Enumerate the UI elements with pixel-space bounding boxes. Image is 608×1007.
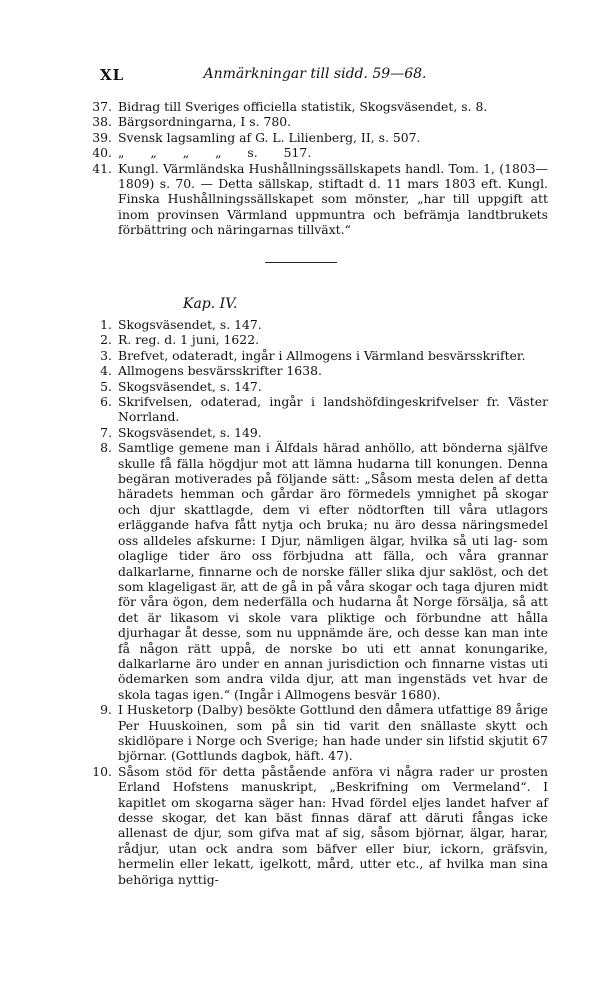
note-41 [92, 161, 548, 238]
note-7 [92, 425, 548, 440]
page-number: XL [100, 66, 125, 84]
note-39 [92, 130, 548, 145]
note-number: 41. [92, 160, 112, 176]
note-text: Bidrag till Sveriges officiella statistik, Skogsväsendet, s. 8. [118, 99, 488, 114]
note-number: 2. [100, 332, 112, 348]
notes-list-chapter [92, 317, 548, 887]
note-number: 1. [100, 317, 112, 332]
note-4 [92, 363, 548, 378]
notes-list-top [92, 99, 548, 238]
note-number: 37. [92, 99, 112, 114]
chapter-heading: Kap. IV. [183, 296, 238, 312]
note-number: 40. [92, 145, 112, 161]
note-number: 5. [100, 378, 112, 394]
note-text: Allmogens besvärsskrifter 1638. [118, 363, 322, 379]
note-8 [92, 440, 548, 702]
note-text: Skrifvelsen, odaterad, ingår i landshöfdingeskrifvelser fr. Väster Norrland. [118, 394, 548, 425]
section-divider [265, 262, 337, 263]
note-number: 7. [100, 424, 112, 440]
note-10 [92, 764, 548, 887]
note-number: 8. [100, 440, 112, 456]
note-text: Samtlige gemene man i Älfdals härad anhöllo, att bönderna själfve skulle få fälla högdjur mot att lämna hudarna till konungen. Denna begäran motiverades på följande sätt: „Såsom mesta delen af detta häradets hemman och gårdar äro förmedels ymnighet på skogar och djur skattlagde, dem vi efter nödtorften till våra utlagors erläggande hafva fått nytja och bruka; nu äro dessa näringsmedel oss alldeles afskurne: I Djur, nämligen älgar, hvilka så uti lag- som olaglige tider äro oss förbjudna att fälla, och våra grannar dalkarlarne, finnarne och de norske fäller slika djur saklöst, och det som klageligast är, att de gå in på våra skogar och taga djuren midt för våra ögon, dem nederfälla och hudarna åt Norge försälja, så att det är likasom vi skole vara pliktige och förbundne att hålla djurhagar åt desse, som nu uppnämde äre, och desse kan man inte få någon rätt uppå, de norske bo uti ett annat konungarike, dalkarlarne äro under en annan jurisdiction och finnarne vistas uti ödemarken som andra vilda djur, att man ingenstäds vet hvar de skola tagas igen.“ (Ingår i Allmogens besvär 1680). [118, 440, 548, 702]
note-number: 10. [92, 763, 112, 779]
note-text: R. reg. d. 1 juni, 1622. [118, 332, 260, 348]
note-text: Bärgsordningarna, I s. 780. [118, 114, 292, 130]
note-text: Skogsväsendet, s. 147. [118, 317, 262, 332]
note-40 [92, 145, 548, 160]
note-38 [92, 114, 548, 129]
note-1 [92, 317, 548, 332]
note-text: „ „ „ „ s. 517. [118, 145, 312, 161]
note-number: 6. [100, 394, 112, 410]
note-37 [92, 99, 548, 114]
note-5 [92, 379, 548, 394]
page-header [100, 66, 530, 88]
note-text: Brefvet, odateradt, ingår i Allmogens i Värmland besvärsskrifter. [118, 347, 526, 363]
note-text: Svensk lagsamling af G. L. Lilienberg, II, s. 507. [118, 129, 421, 145]
note-6 [92, 394, 548, 425]
note-number: 3. [100, 347, 112, 363]
note-text: Skogsväsendet, s. 149. [118, 424, 262, 440]
note-2 [92, 332, 548, 347]
note-number: 38. [92, 114, 112, 130]
note-number: 9. [100, 702, 112, 718]
note-3 [92, 348, 548, 363]
running-title: Anmärkningar till sidd. 59—68. [203, 66, 427, 82]
note-text: Såsom stöd för detta påstående anföra vi några rader ur prosten Erland Hofstens manuskript, „Beskrifning om Vermeland“. I kapitlet om skogarna säger han: Hvad fördel eljes landet hafver af desse skogar, det kan bäst finnas däraf att däruti fångas icke allenast de djur, som gifva mat af sig, såsom björnar, älgar, harar, rådjur, utan ock andra som bäfver eller biur, ickorn, gräfsvin, hermelin eller lekatt, igelkott, mård, utter etc., af hvilka man sina behöriga nyttig- [118, 763, 548, 887]
note-9 [92, 702, 548, 764]
note-text: I Husketorp (Dalby) besökte Gottlund den dåmera utfattige 89 årige Per Huuskoinen, som på sin tid varit den snällaste skytt och skidlöpare i Norge och Sverige; han hade under sin lifstid skjutit 67 björnar. (Gottlunds dagbok, häft. 47). [118, 702, 548, 764]
note-number: 4. [100, 363, 112, 379]
note-text: Kungl. Värmländska Hushållningssällskapets handl. Tom. 1, (1803—1809) s. 70. — Detta sällskap, stiftadt d. 11 mars 1803 eft. Kungl. Finska Hushållningssällskapet som mönster, „har till uppgift att inom provinsen Värmland uppmuntra och befrämja landtbrukets förbättring och näringarnas tillväxt.“ [118, 160, 548, 238]
note-text: Skogsväsendet, s. 147. [118, 378, 262, 394]
note-number: 39. [92, 129, 112, 145]
